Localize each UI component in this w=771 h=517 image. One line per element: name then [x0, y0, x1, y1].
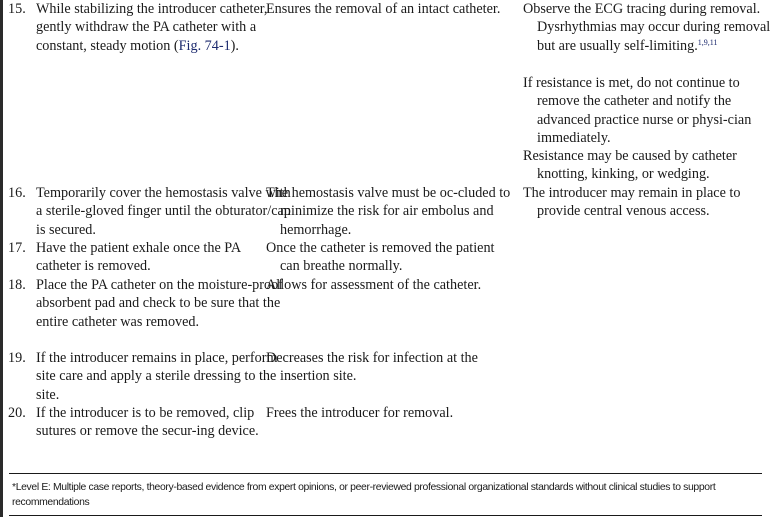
page-edge-bar — [0, 0, 3, 517]
table-bottom-rule — [9, 473, 762, 474]
consideration-text: Observe the ECG tracing during removal. Dysrhythmias may occur during removal but are usually self-limiting. — [523, 1, 771, 54]
rationale-text: The hemostasis valve must be oc-cluded to minimize the risk for air embolus and hemorrhage. — [266, 185, 511, 238]
rationale-text: Frees the introducer for removal. — [266, 405, 454, 421]
step-text: If the introducer is to be removed, clip sutures or remove the secur-ing device. — [36, 405, 259, 440]
step-15 — [8, 0, 288, 55]
step-text-end: ). — [230, 37, 239, 54]
step-text: If the introducer remains in place, perform site care and apply a sterile dressing to the site. — [36, 350, 278, 403]
rationale-text: Allows for assessment of the catheter. — [266, 277, 482, 293]
step-number: 19. — [8, 350, 26, 366]
step-number: 18. — [8, 277, 26, 293]
rationale-20 — [266, 404, 528, 422]
rationale-16 — [266, 184, 516, 239]
reference-superscript[interactable]: 1,9,11 — [697, 37, 718, 47]
step-number: 16. — [8, 185, 26, 201]
rationale-15 — [266, 0, 520, 18]
step-number: 17. — [8, 240, 26, 256]
figure-link[interactable]: Fig. 74-1 — [178, 37, 231, 54]
footnote: *Level E: Multiple case reports, theory-based evidence from expert opinions, or peer-reviewed professional organizational standards without clinical studies to support recommendations — [12, 482, 716, 508]
rationale-18 — [266, 276, 528, 294]
step-number: 20. — [8, 405, 26, 421]
consideration-15-3 — [523, 147, 771, 184]
step-text: While stabilizing the introducer catheter, gently withdraw the PA catheter with a constant, steady motion ( — [36, 1, 268, 54]
step-text: Have the patient exhale once the PA catheter is removed. — [36, 240, 241, 275]
footnote-bottom-rule — [9, 515, 762, 516]
step-text: Temporarily cover the hemostasis valve with a sterile-gloved finger until the obturator/cap is secured. — [36, 185, 291, 238]
rationale-19 — [266, 349, 528, 386]
step-text: Place the PA catheter on the moisture-proof absorbent pad and check to be sure that the entire catheter was removed. — [36, 277, 283, 330]
step-number: 15. — [8, 1, 26, 17]
consideration-16-1 — [523, 184, 771, 221]
step-17 — [8, 239, 288, 276]
consideration-text: If resistance is met, do not continue to remove the catheter and notify the advanced practice nurse or physi-cian immediately. — [523, 75, 752, 147]
consideration-text: Resistance may be caused by catheter knotting, kinking, or wedging. — [523, 148, 737, 183]
step-16 — [8, 184, 292, 239]
consideration-15-2 — [523, 74, 771, 148]
consideration-text: The introducer may remain in place to provide central venous access. — [523, 185, 741, 220]
step-19 — [8, 349, 292, 404]
step-20 — [8, 404, 292, 441]
rationale-text: Ensures the removal of an intact catheter. — [266, 1, 501, 17]
consideration-15-1 — [523, 0, 771, 55]
step-18 — [8, 276, 288, 331]
rationale-text: Decreases the risk for infection at the insertion site. — [266, 350, 478, 385]
rationale-text: Once the catheter is removed the patient can breathe normally. — [266, 240, 495, 275]
rationale-17 — [266, 239, 510, 276]
